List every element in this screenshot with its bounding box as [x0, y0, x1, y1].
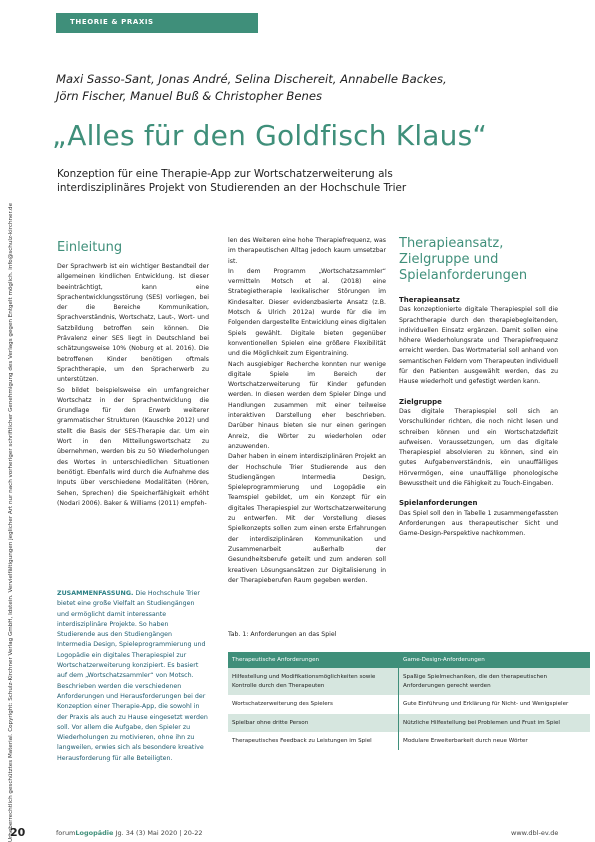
heading-therapieansatz: Therapieansatz, Zielgruppe und Spielanforderungen [399, 236, 528, 283]
heading-einleitung: Einleitung [57, 240, 123, 255]
paragraph: len des Weiteren eine hohe Therapiefrequenz, was im therapeutischen Alltag jedoch kaum umsetzbar ist. [228, 237, 386, 265]
footer-forum: forum [56, 829, 76, 837]
table-cell: Spaßige Spielmechaniken, die den therapeutischen Anforderungen gerecht werden [399, 668, 591, 695]
summary-box [57, 589, 208, 764]
column-1-text [57, 262, 209, 509]
footer-url: www.dbl-ev.de [511, 829, 559, 837]
authors [56, 71, 496, 105]
table-cell: Modulare Erweiterbarkeit durch neue Wörter [399, 732, 591, 750]
table-cell: Therapeutisches Feedback zu Leistungen im Spiel [228, 732, 399, 750]
summary-text: Die Hochschule Trier bietet eine große Vielfalt an Studiengängen und ermöglicht damit interessante interdisziplinäre Projekte. So haben Studierende aus den Studiengängen Intermedia Design, Spieleprogrammierung und Logopädie ein digitales Therapiespiel zur Wortschatzerweiterung konzipiert. Es basiert auf dem „Wortschatzsammler“ von Motsch. Beschrieben werden die verschiedenen Anforderungen und Herausforderungen bei der Konzeption einer Therapie-App, die sowohl in der Praxis als auch zu Hause eingesetzt werden soll. Vor allem die Aufgabe, den Spieler zu Wiederholungen zu motivieren, ohne ihn zu langweilen, erwies sich als besondere kreative Herausforderung für alle Beteiligten. [57, 590, 208, 762]
table-row [228, 668, 590, 695]
footer-issue: Jg. 34 (3) Mai 2020 | 20-22 [115, 829, 203, 837]
table-row [228, 714, 590, 732]
paragraph: So bildet beispielsweise ein umfangreicher Wortschatz in der Sprachentwicklung die Grundlage für den Erwerb weiterer grammatischer Strukturen (Kauschke 2012) und stellt die Basis der SES-Therapie dar. Um ein Wort in den Mitteilungswortschatz zu übernehmen, werden bis zu 50 Wiederholungen des Wortes in unterschiedlichen Situationen benötigt. Ebenfalls wird durch die Aufnahme des Inputs über verschiedene Modalitäten (Hören, Sehen, Sprechen) die Speicherfähigkeit erhöht (Nodari 2006). Baker & Williams (2011) empfeh- [57, 386, 209, 507]
table-header-row [228, 652, 590, 668]
table-row [228, 695, 590, 713]
footer-journal [56, 829, 203, 837]
paragraph: In dem Programm „Wortschatzsammler“ vermitteln Motsch et al. (2018) eine Strategietherapie lexikalischer Störungen im Kindesalter. Dieser evidenzbasierte Ansatz (z.B. Motsch & Ulrich 2012a) wurde für die im Folgenden dargestellte Entwicklung eines digitalen Spiels gewählt. Digitale bieten gegenüber konventionellen Spielen eine größere Flexibilität und die Möglichkeit zum Eigentraining. [228, 267, 386, 358]
table-cell: Wortschatzerweiterung des Spielers [228, 695, 399, 713]
paragraph: Das digitale Therapiespiel soll sich an Vorschulkinder richten, die noch nicht lesen und schreiben können und ein Wortschatzdefizit aufweisen. Voraussetzungen, um das digitale Therapiespiel absolvieren zu können, sind ein gutes Aufgabenverständnis, ein unauffälliges Hörvermögen, eine unauffällige phonologische Bewusstheit und die Fähigkeit zu Touch-Eingaben. [399, 407, 558, 488]
paragraph: Der Sprachwerb ist ein wichtiger Bestandteil der allgemeinen kindlichen Entwicklung. Ist dieser beeinträchtigt, kann eine Sprachentwicklungsstörung (SES) vorliegen, bei der die Bereiche Kommunikation, Sprachverständnis, Wortschatz, Laut-, Wort- und Satzbildung betroffen sein können. Die Prävalenz einer SES liegt in Deutschland bei schätzungsweise 10% (Noburg et al. 2016). Die betroffenen Kinder benötigen oftmals Sprachtherapie, um den Spracherwerb zu unterstützen. [57, 263, 209, 384]
article-title: „Alles für den Goldfisch Klaus“ [52, 119, 488, 152]
authors-line-2: Jörn Fischer, Manuel Buß & Christopher Benes [56, 89, 323, 103]
table-cell: Hilfestellung und Modifikationsmöglichkeiten sowie Kontrolle durch den Therapeuten [228, 668, 399, 695]
table-cell: Spielbar ohne dritte Person [228, 714, 399, 732]
table-row [228, 732, 590, 750]
summary-label: ZUSAMMENFASSUNG. [57, 590, 134, 597]
subheading-spielanforderungen: Spielanforderungen [399, 499, 478, 508]
paragraph: Nach ausgiebiger Recherche konnten nur wenige digitale Spiele im Bereich der Wortschatzerweiterung für Kinder gefunden werden. In diesen werden dem Spieler Dinge und Handlungen zusammen mit einer teilweise interaktiven Darstellung eher beschrieben. Darüber hinaus bieten sie nur einen geringen Anreiz, die Wörter zu wiederholen oder anzuwenden. [228, 360, 386, 450]
table-header-cell: Therapeutische Anforderungen [228, 652, 399, 668]
copyright-side-note: Urheberrechtlich geschütztes Material. Copyright: Schulz-Kirchner Verlag GmbH, Idstein. Vervielfältigungen jeglicher Art nur nach vorheriger schriftlicher Genehmigung des Verlags gegen Entgelt möglich. info@schulz-kirchner.de [8, 202, 14, 842]
paragraph: Das Spiel soll den in Tabelle 1 zusammengefassten Anforderungen aus therapeutischer Sicht und Game-Design-Perspektive nachkommen. [399, 509, 558, 538]
footer-logo: Logopädie [75, 829, 114, 837]
authors-line-1: Maxi Sasso-Sant, Jonas André, Selina Dischereit, Annabelle Backes, [56, 72, 447, 86]
article-subtitle: Konzeption für eine Therapie-App zur Wortschatzerweiterung als interdisziplinäres Projekt von Studierenden an der Hochschule Trier [57, 168, 407, 194]
column-2-text [228, 236, 386, 586]
table-caption: Tab. 1: Anforderungen an das Spiel [228, 631, 337, 638]
requirements-table [228, 652, 590, 750]
paragraph: Daher haben in einem interdisziplinären Projekt an der Hochschule Trier Studierende aus den Studiengängen Intermedia Design, Spieleprogrammierung und Logopädie ein Teamspiel gebildet, um ein Konzept für ein digitales Therapiespiel zur Wortschatzerweiterung zu entwerfen. Mit der Vorstellung dieses Spielkonzepts sollen zum einen erste Erfahrungen der interdisziplinären Kommunikation und Zusammenarbeit außerhalb der Gesundheitsberufe geteilt und zum anderen soll kreativen Lösungsansätzen zur Digitalisierung in der Therapieberufen Raum gegeben werden. [228, 453, 386, 584]
table-cell: Nützliche Hilfestellung bei Problemen und Frust im Spiel [399, 714, 591, 732]
column-3-text [399, 295, 558, 540]
page-number: 20 [10, 826, 26, 839]
section-banner [56, 13, 258, 33]
paragraph: Das konzeptionierte digitale Therapiespiel soll die Sprachtherapie durch den therapiebegleitenden, individuellen Einsatz ergänzen. Damit sollen eine höhere Wiederholungsrate und Therapiefrequenz erreicht werden. Das Wortmaterial soll anhand von semantischen Feldern vom Therapeuten individuell für den Patienten ausgewählt werden, das zu Hause wiederholt und gefestigt werden kann. [399, 306, 558, 386]
table-cell: Gute Einführung und Erklärung für Nicht- und Wenigspieler [399, 695, 591, 713]
subheading-therapieansatz: Therapieansatz [399, 296, 460, 304]
section-label: THEORIE & PRAXIS [70, 18, 154, 26]
subheading-zielgruppe: Zielgruppe [399, 397, 442, 406]
table-header-cell: Game-Design-Anforderungen [399, 652, 591, 668]
